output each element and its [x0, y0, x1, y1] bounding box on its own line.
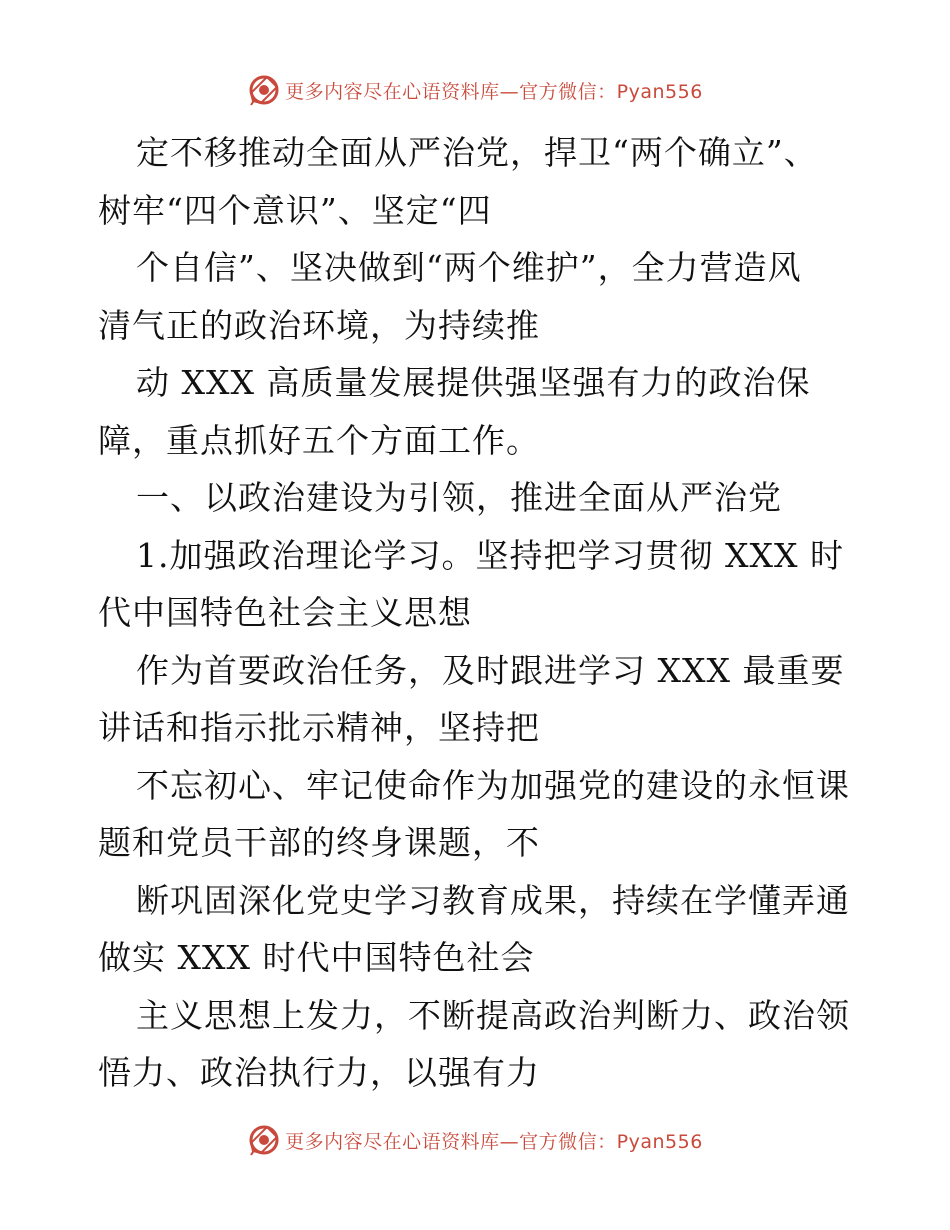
- body-line: 代中国特色社会主义思想: [98, 593, 472, 632]
- body-line: 树牢“四个意识”、坚定“四: [98, 190, 492, 230]
- pen-circle-logo-icon: [247, 73, 281, 107]
- body-line: 做实 XXX 时代中国特色社会: [98, 938, 535, 977]
- header-banner: [0, 72, 950, 108]
- header-banner-text: 更多内容尽在心语资料库—官方微信：Pyan556: [285, 80, 703, 103]
- body-line: 动 XXX 高质量发展提供强坚强有力的政治保: [136, 363, 811, 402]
- body-line: 作为首要政治任务，及时跟进学习 XXX 最重要: [136, 650, 845, 690]
- body-line: 障，重点抓好五个方面工作。: [98, 420, 540, 460]
- body-line: 断巩固深化党史学习教育成果，持续在学懂弄通: [136, 880, 850, 920]
- body-line: 悟力、政治执行力，以强有力: [98, 1053, 540, 1092]
- body-line: 不忘初心、牢记使命作为加强党的建设的永恒课: [136, 765, 850, 805]
- footer-banner: [0, 1122, 950, 1158]
- pen-circle-logo-icon: [247, 1123, 281, 1157]
- body-line: 定不移推动全面从严治党，捍卫“两个确立”、: [136, 133, 818, 172]
- body-line: 题和党员干部的终身课题，不: [98, 823, 540, 862]
- document-body: [98, 124, 878, 1102]
- body-line: 清气正的政治环境，为持续推: [98, 305, 540, 345]
- body-line: 1.加强政治理论学习。坚持把学习贯彻 XXX 时: [136, 535, 844, 575]
- body-line: 个自信”、坚决做到“两个维护”，全力营造风: [136, 248, 802, 287]
- body-line: 一、以政治建设为引领，推进全面从严治党: [136, 478, 782, 517]
- body-line: 主义思想上发力，不断提高政治判断力、政治领: [136, 995, 850, 1035]
- footer-banner-text: 更多内容尽在心语资料库—官方微信：Pyan556: [285, 1130, 703, 1153]
- body-line: 讲话和指示批示精神，坚持把: [98, 708, 540, 747]
